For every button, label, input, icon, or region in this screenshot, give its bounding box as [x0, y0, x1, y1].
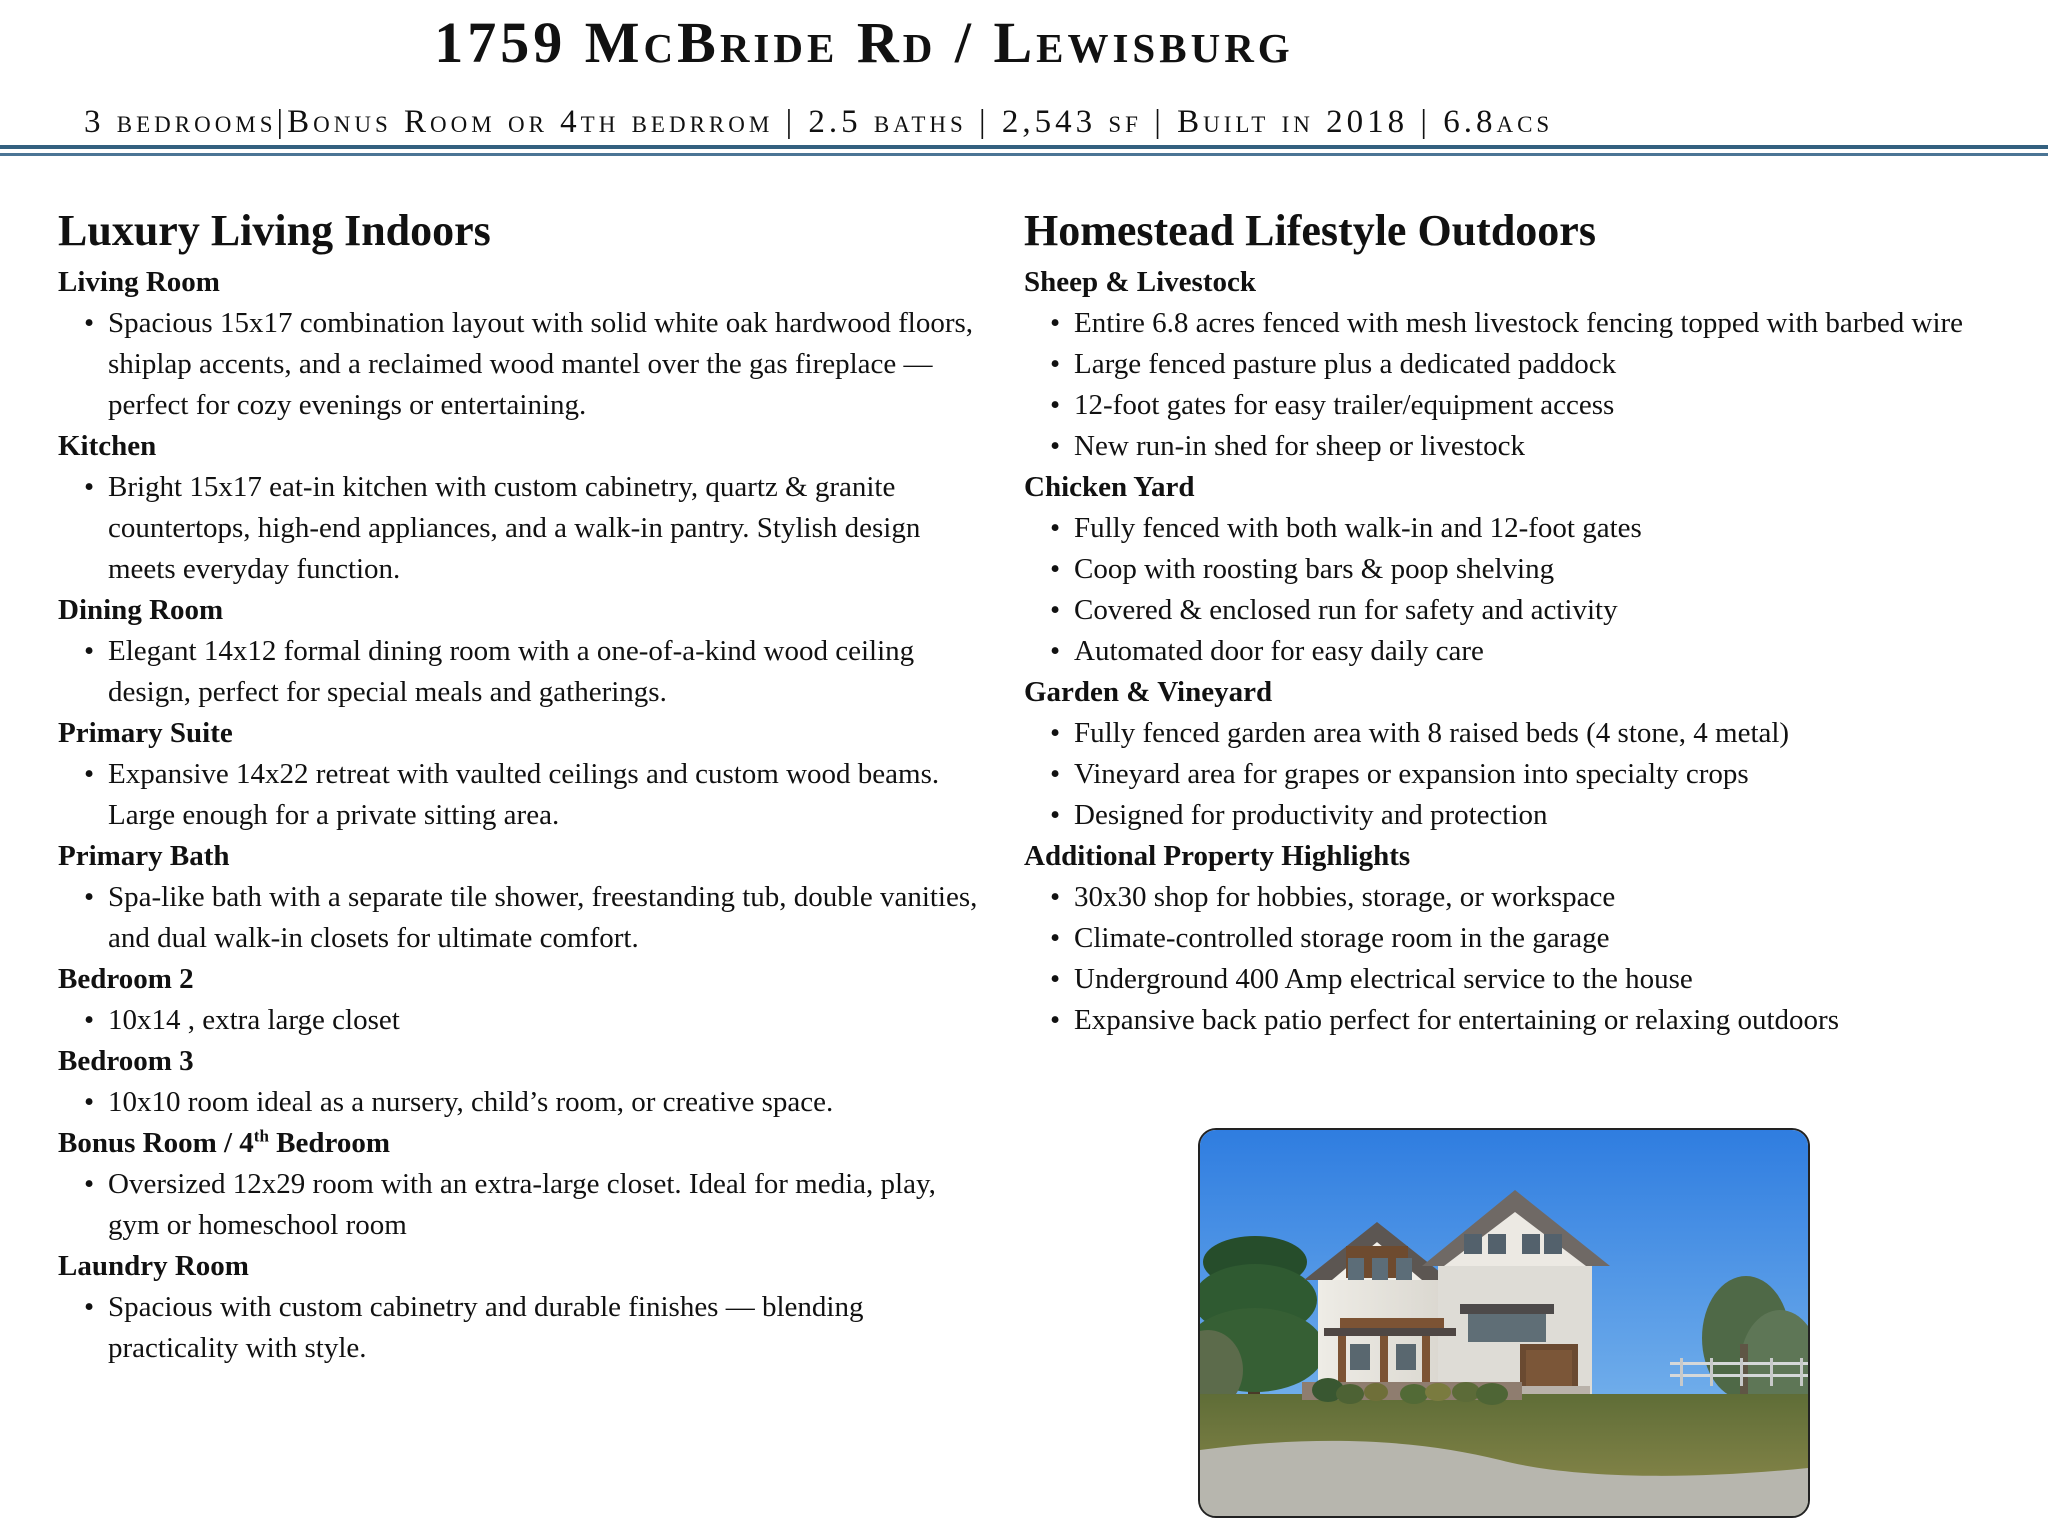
garden-vineyard-list — [1024, 713, 1984, 836]
bedroom-2-item: • 10x14 , extra large closet — [58, 1000, 988, 1041]
additional-highlights-item: • Climate-controlled storage room in the garage — [1024, 918, 1984, 959]
header-divider-bottom — [0, 153, 2048, 156]
kitchen-heading: Kitchen — [58, 430, 157, 462]
primary-suite-item: • Expansive 14x22 retreat with vaulted ceilings and custom wood beams. Large enough for a private sitting area. — [58, 754, 988, 836]
bedroom-2-list — [58, 1000, 988, 1041]
chicken-yard-item: • Covered & enclosed run for safety and activity — [1024, 590, 1984, 631]
dining-room-heading: Dining Room — [58, 594, 224, 626]
living-room-list — [58, 303, 988, 426]
primary-suite-list — [58, 754, 988, 836]
living-room-item: • Spacious 15x17 combination layout with solid white oak hardwood floors, shiplap accents, and a reclaimed wood mantel over the gas fireplace — perfect for cozy evenings or entertaining. — [58, 303, 988, 426]
additional-highlights-heading: Additional Property Highlights — [1024, 840, 1411, 872]
laundry-room-list — [58, 1287, 988, 1369]
sheep-livestock-item: • Large fenced pasture plus a dedicated paddock — [1024, 344, 1984, 385]
bonus-room-heading-start: Bonus Room / 4 — [58, 1127, 254, 1159]
dining-room-item: • Elegant 14x12 formal dining room with a one-of-a-kind wood ceiling design, perfect for special meals and gatherings. — [58, 631, 988, 713]
primary-suite-heading: Primary Suite — [58, 717, 233, 749]
sheep-livestock-item: • New run-in shed for sheep or livestock — [1024, 426, 1984, 467]
bonus-room-heading-ordinal: th — [253, 1126, 269, 1146]
chicken-yard-item: • Fully fenced with both walk-in and 12-foot gates — [1024, 508, 1984, 549]
chicken-yard-heading: Chicken Yard — [1024, 471, 1195, 503]
sheep-livestock-list — [1024, 303, 1984, 467]
chicken-yard-list — [1024, 508, 1984, 672]
chicken-yard-item: • Automated door for easy daily care — [1024, 631, 1984, 672]
garden-vineyard-item: • Designed for productivity and protection — [1024, 795, 1984, 836]
outdoors-column — [1024, 200, 1984, 1041]
house-photo — [1198, 1128, 1810, 1518]
garden-vineyard-item: • Fully fenced garden area with 8 raised beds (4 stone, 4 metal) — [1024, 713, 1984, 754]
primary-bath-item: • Spa-like bath with a separate tile shower, freestanding tub, double vanities, and dual walk-in closets for ultimate comfort. — [58, 877, 988, 959]
additional-highlights-item: • Expansive back patio perfect for entertaining or relaxing outdoors — [1024, 1000, 1984, 1041]
bonus-room-heading — [58, 1123, 988, 1164]
sheep-livestock-item: • Entire 6.8 acres fenced with mesh livestock fencing topped with barbed wire — [1024, 303, 1984, 344]
header-divider-top — [0, 145, 2048, 149]
bedroom-2-heading: Bedroom 2 — [58, 963, 194, 995]
indoors-column — [58, 200, 988, 1369]
primary-bath-list — [58, 877, 988, 959]
garden-vineyard-heading: Garden & Vineyard — [1024, 676, 1273, 708]
outdoors-heading: Homestead Lifestyle Outdoors — [1024, 206, 1596, 255]
additional-highlights-item: • 30x30 shop for hobbies, storage, or workspace — [1024, 877, 1984, 918]
additional-highlights-item: • Underground 400 Amp electrical service to the house — [1024, 959, 1984, 1000]
page-title: 1759 McBride Rd / Lewisburg — [434, 10, 1294, 75]
laundry-room-item: • Spacious with custom cabinetry and durable finishes — blending practicality with style. — [58, 1287, 988, 1369]
sheep-livestock-heading: Sheep & Livestock — [1024, 266, 1256, 298]
bonus-room-list — [58, 1164, 988, 1246]
bedroom-3-item: • 10x10 room ideal as a nursery, child’s room, or creative space. — [58, 1082, 988, 1123]
bedroom-3-heading: Bedroom 3 — [58, 1045, 194, 1077]
bedroom-3-list — [58, 1082, 988, 1123]
chicken-yard-item: • Coop with roosting bars & poop shelving — [1024, 549, 1984, 590]
dining-room-list — [58, 631, 988, 713]
bonus-room-heading-end: Bedroom — [268, 1127, 391, 1159]
garden-vineyard-item: • Vineyard area for grapes or expansion into specialty crops — [1024, 754, 1984, 795]
bonus-room-item: • Oversized 12x29 room with an extra-large closet. Ideal for media, play, gym or homeschool room — [58, 1164, 988, 1246]
additional-highlights-list — [1024, 877, 1984, 1041]
kitchen-list — [58, 467, 988, 590]
sheep-livestock-item: • 12-foot gates for easy trailer/equipment access — [1024, 385, 1984, 426]
living-room-heading: Living Room — [58, 266, 220, 298]
primary-bath-heading: Primary Bath — [58, 840, 230, 872]
indoors-heading: Luxury Living Indoors — [58, 206, 491, 255]
laundry-room-heading: Laundry Room — [58, 1250, 249, 1282]
property-summary: 3 bedrooms|Bonus Room or 4th bedrrom | 2.5 baths | 2,543 sf | Built in 2018 | 6.8acs — [84, 104, 1554, 140]
kitchen-item: • Bright 15x17 eat-in kitchen with custom cabinetry, quartz & granite countertops, high-end appliances, and a walk-in pantry. Stylish design meets everyday function. — [58, 467, 988, 590]
house-photo-illustration — [1200, 1130, 1808, 1516]
